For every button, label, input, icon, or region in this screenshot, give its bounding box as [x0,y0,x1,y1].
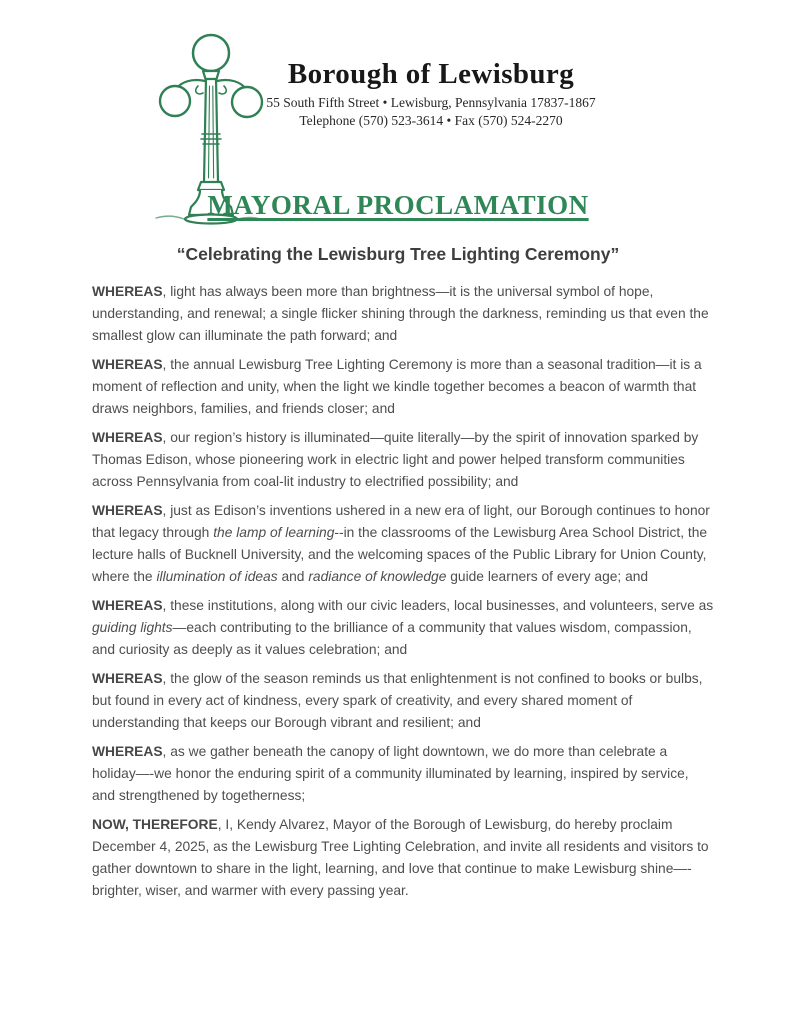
paragraph-segment: --in the classrooms of the Lewisburg Area School District, the lecture halls of Bucknell University, and the welcoming spaces of the Public Library for Union County, where the [92,525,708,584]
paragraph-segment: radiance of knowledge [308,569,447,584]
paragraph [92,814,714,902]
contact-line: Telephone (570) 523-3614 • Fax (570) 524-2270 [299,113,563,128]
proclamation-body [92,281,714,909]
paragraph [92,427,714,493]
paragraph-segment: , the annual Lewisburg Tree Lighting Ceremony is more than a seasonal tradition—it is a moment of reflection and unity, when the light we kindle together becomes a beacon of warmth that draws neighbors, families, and friends closer; and [92,357,702,416]
paragraph-segment: , our region’s history is illuminated—quite literally—by the spirit of innovation sparked by Thomas Edison, whose pioneering work in electric light and power helped transform communities across Pennsylvania from coal-lit industry to electrified possibility; and [92,430,699,489]
paragraph-segment: WHEREAS [92,598,163,613]
paragraph-segment: , just as Edison’s inventions ushered in a new era of light, our Borough continues to honor that legacy through [92,503,710,540]
paragraph [92,741,714,807]
paragraph [92,500,714,588]
paragraph-segment: guide learners of every age; and [446,569,649,584]
paragraph-segment: WHEREAS [92,284,163,299]
proclamation-heading-text: MAYORAL PROCLAMATION [207,190,589,220]
paragraph [92,281,714,347]
paragraph [92,595,714,661]
paragraph-segment: , as we gather beneath the canopy of light downtown, we do more than celebrate a holiday—-we honor the enduring spirit of a community illuminated by learning, inspired by service, and strengthened by togetherness; [92,744,689,803]
organization-name: Borough of Lewisburg [287,58,575,90]
paragraph-segment: guiding lights [92,620,173,635]
paragraph [92,354,714,420]
proclamation-heading [0,190,796,221]
letterhead [178,58,684,129]
paragraph-segment: NOW, THEREFORE [92,817,218,832]
address-line: 55 South Fifth Street • Lewisburg, Pennsylvania 17837-1867 [266,95,596,110]
paragraph-segment: , these institutions, along with our civic leaders, local businesses, and volunteers, serve as [162,598,714,613]
paragraph-segment: WHEREAS [92,503,163,518]
paragraph-segment: WHEREAS [92,671,163,686]
paragraph-segment: and [277,569,309,584]
paragraph-segment: WHEREAS [92,744,163,759]
paragraph-segment: illumination of ideas [156,569,278,584]
paragraph-segment: , I, Kendy Alvarez, Mayor of the Borough of Lewisburg, do hereby proclaim December 4, 2025, as the Lewisburg Tree Lighting Celebration, and invite all residents and visitors to gather downtown to share in the light, learning, and love that continue to make Lewisburg shine—-brighter, wiser, and warmer with every passing year. [92,817,709,898]
paragraph-segment: , the glow of the season reminds us that enlightenment is not confined to books or bulbs, but found in every act of kindness, every spark of creativity, and every shared moment of understanding that keeps our Borough vibrant and resilient; and [92,671,703,730]
paragraph-segment: WHEREAS [92,430,163,445]
paragraph-segment: , light has always been more than brightness—it is the universal symbol of hope, understanding, and renewal; a single flicker shining through the darkness, reminding us that even the smallest glow can illuminate the path forward; and [92,284,709,343]
ceremony-subtitle: “Celebrating the Lewisburg Tree Lighting Ceremony” [176,244,620,264]
paragraph-segment: —each contributing to the brilliance of a community that values wisdom, compassion, and curiosity as deeply as it values celebration; and [92,620,692,657]
paragraph [92,668,714,734]
paragraph-segment: the lamp of learning [213,525,335,540]
paragraph-segment: WHEREAS [92,357,163,372]
